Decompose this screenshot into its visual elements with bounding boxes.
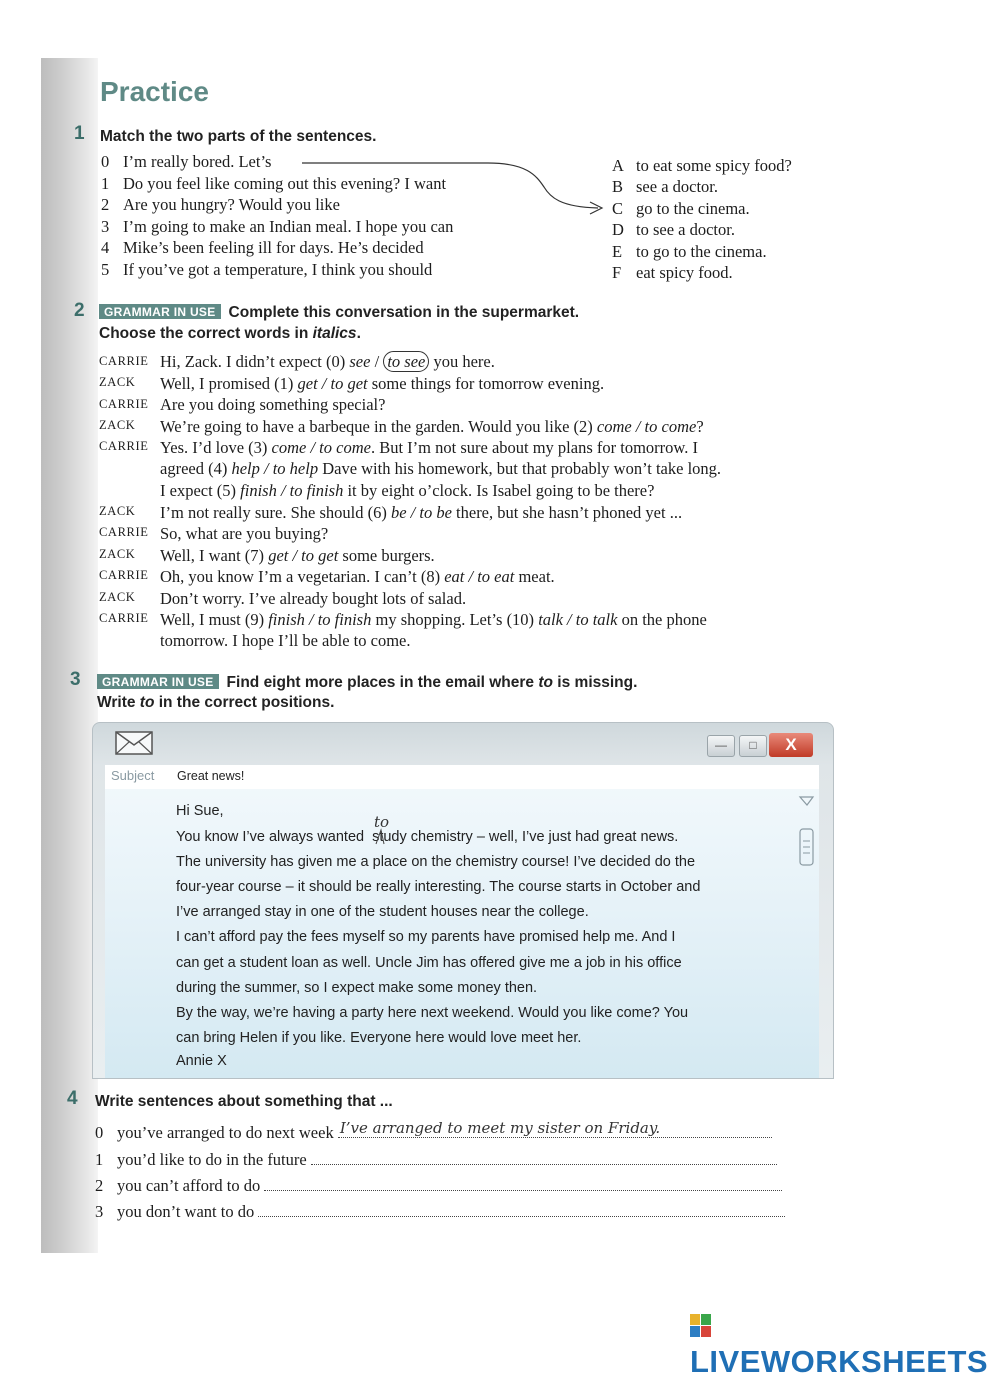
close-button[interactable]: X: [769, 733, 813, 757]
dialogue-line-11: Don’t worry. I’ve already bought lots of salad.: [160, 589, 467, 608]
match-left-2: 2 Are you hungry? Would you like: [101, 195, 340, 214]
dialogue-line-0: Hi, Zack. I didn’t expect (0) see / to see you here.: [160, 352, 495, 371]
write-item-3: 3 you don’t want to do: [95, 1202, 785, 1222]
email-line-1: You know I’ve always wanted study chemistry – well, I’ve just had great news.: [176, 829, 679, 845]
match-arrow: [298, 155, 618, 215]
dialogue-line-13: tomorrow. I hope I’ll be able to come.: [160, 631, 411, 650]
email-window: [92, 722, 834, 1079]
email-line-5: I can’t afford pay the fees myself so my parents have promised help me. And I: [176, 929, 676, 945]
speaker-label: CARRIE: [99, 611, 149, 625]
subject-value: Great news!: [177, 769, 245, 783]
exercise-3-number: 3: [70, 669, 81, 690]
match-right-b: B see a doctor.: [612, 177, 719, 196]
dialogue-line-6: I expect (5) finish / to finish it by eight o’clock. Is Isabel going to be there?: [160, 481, 655, 500]
choice[interactable]: come / to come: [271, 438, 371, 457]
subject-label: Subject: [111, 768, 155, 783]
circled-answer: to see: [383, 351, 429, 372]
choice[interactable]: help / to help: [231, 459, 319, 478]
exercise-3-instruction-2: Write to in the correct positions.: [97, 694, 335, 711]
match-right-e: E to go to the cinema.: [612, 242, 767, 261]
exercise-1-number: 1: [74, 123, 85, 144]
match-left-0: 0 I’m really bored. Let’s: [101, 152, 272, 171]
page-margin: [0, 0, 42, 1353]
grammar-in-use-badge: GRAMMAR IN USE: [97, 674, 219, 689]
match-right-c: C go to the cinema.: [612, 199, 750, 218]
exercise-2-instruction-2: Choose the correct words in italics.: [99, 325, 361, 342]
speaker-label: CARRIE: [99, 397, 149, 411]
match-left-3: 3 I’m going to make an Indian meal. I hope you can: [101, 217, 454, 236]
dialogue-line-2: Are you doing something special?: [160, 395, 386, 414]
dialogue-line-5: agreed (4) help / to help Dave with his homework, but that probably won’t take long.: [160, 459, 722, 478]
dialogue-line-3: We’re going to have a barbeque in the garden. Would you like (2) come / to come?: [160, 417, 704, 436]
dialogue-line-4: Yes. I’d love (3) come / to come. But I’m not sure about my plans for tomorrow. I: [160, 438, 698, 457]
email-line-2: The university has given me a place on the chemistry course! I’ve decided do the: [176, 854, 696, 870]
speaker-label: CARRIE: [99, 525, 149, 539]
grammar-in-use-badge: GRAMMAR IN USE: [99, 304, 221, 319]
speaker-label: ZACK: [99, 375, 136, 389]
dialogue-line-7: I’m not really sure. She should (6) be / to be there, but she hasn’t phoned yet ...: [160, 503, 683, 522]
logo-mark-icon: [690, 1314, 712, 1338]
match-right-f: F eat spicy food.: [612, 263, 733, 282]
email-line-0: Hi Sue,: [176, 803, 224, 819]
match-left-1: 1 Do you feel like coming out this evening? I want: [101, 174, 447, 193]
exercise-3-instruction: GRAMMAR IN USE Find eight more places in the email where to is missing.: [97, 674, 637, 692]
exercise-1-instruction: Match the two parts of the sentences.: [100, 128, 377, 145]
choice[interactable]: come / to come: [596, 417, 697, 436]
email-signature: Annie X: [176, 1053, 227, 1069]
match-right-d: D to see a doctor.: [612, 220, 735, 239]
scrollbar[interactable]: [797, 795, 817, 891]
choice[interactable]: be / to be: [390, 503, 452, 522]
email-line-4: I’ve arranged stay in one of the student houses near the college.: [176, 904, 589, 920]
write-item-0: 0 you’ve arranged to do next week I’ve arranged to meet my sister on Friday.: [95, 1123, 772, 1143]
speaker-label: CARRIE: [99, 568, 149, 582]
speaker-label: ZACK: [99, 547, 136, 561]
choice[interactable]: finish / to finish: [268, 610, 372, 629]
handwritten-correction: to: [374, 813, 390, 831]
choice[interactable]: get / to get: [268, 546, 339, 565]
email-line-6: can get a student loan as well. Uncle Jim has offered give me a job in his office: [176, 955, 682, 971]
insertion-mark: [374, 826, 386, 846]
dialogue-line-10: Oh, you know I’m a vegetarian. I can’t (8) eat / to eat meat.: [160, 567, 555, 586]
speaker-label: ZACK: [99, 504, 136, 518]
answer-field-2[interactable]: [264, 1176, 782, 1191]
match-right-a: A to eat some spicy food?: [612, 156, 792, 175]
write-item-2: 2 you can’t afford to do: [95, 1176, 782, 1196]
exercise-4-number: 4: [67, 1088, 78, 1109]
maximize-button[interactable]: □: [739, 735, 767, 757]
match-left-4: 4 Mike’s been feeling ill for days. He’s decided: [101, 238, 424, 257]
speaker-label: ZACK: [99, 590, 136, 604]
email-line-8: By the way, we’re having a party here next weekend. Would you like come? You: [176, 1005, 689, 1021]
match-left-5: 5 If you’ve got a temperature, I think you should: [101, 260, 433, 279]
page-side-shadow: [41, 58, 98, 1253]
choice[interactable]: finish / to finish: [240, 481, 344, 500]
dialogue-line-1: Well, I promised (1) get / to get some things for tomorrow evening.: [160, 374, 605, 393]
envelope-icon: [115, 731, 153, 755]
email-line-3: four-year course – it should be really interesting. The course starts in October and: [176, 879, 701, 895]
dialogue-line-8: So, what are you buying?: [160, 524, 329, 543]
answer-field-1[interactable]: [311, 1150, 777, 1165]
liveworksheets-logo: LIVEWORKSHEETS: [690, 1308, 1000, 1380]
speaker-label: CARRIE: [99, 354, 149, 368]
speaker-label: ZACK: [99, 418, 136, 432]
email-line-9: can bring Helen if you like. Everyone here would love meet her.: [176, 1030, 582, 1046]
choice[interactable]: get / to get: [297, 374, 368, 393]
write-item-1: 1 you’d like to do in the future: [95, 1150, 777, 1170]
choice[interactable]: eat / to eat: [444, 567, 515, 586]
exercise-2-instruction: GRAMMAR IN USE Complete this conversation in the supermarket.: [99, 304, 579, 322]
dialogue-line-9: Well, I want (7) get / to get some burgers.: [160, 546, 435, 565]
minimize-button[interactable]: —: [707, 735, 735, 757]
answer-field-3[interactable]: [258, 1202, 785, 1217]
dialogue-line-12: Well, I must (9) finish / to finish my shopping. Let’s (10) talk / to talk on the phone: [160, 610, 707, 629]
exercise-2-number: 2: [74, 300, 85, 321]
exercise-4-instruction: Write sentences about something that ...: [95, 1093, 393, 1110]
page-title: Practice: [100, 76, 209, 107]
choice[interactable]: talk / to talk: [538, 610, 618, 629]
speaker-label: CARRIE: [99, 439, 149, 453]
email-line-7: during the summer, so I expect make some money then.: [176, 980, 538, 996]
answer-field-0[interactable]: I’ve arranged to meet my sister on Friday.: [338, 1123, 772, 1138]
